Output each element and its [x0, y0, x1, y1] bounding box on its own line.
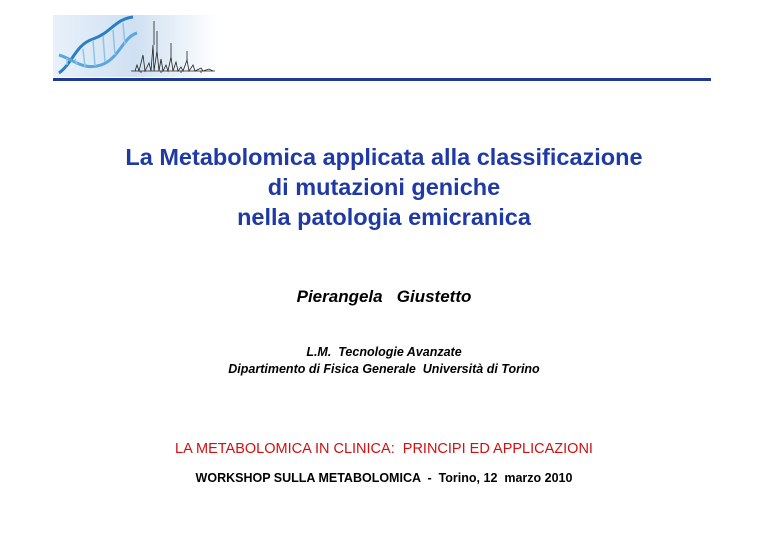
- affiliation-department: Dipartimento di Fisica Generale Università di Torino: [228, 362, 540, 376]
- author-name: Pierangela Giustetto: [296, 287, 472, 306]
- dna-spectrum-logo: [53, 15, 217, 77]
- workshop-info: WORKSHOP SULLA METABOLOMICA - Torino, 12 marzo 2010: [195, 471, 573, 485]
- affiliation: [0, 344, 768, 378]
- slide-title: [0, 142, 768, 232]
- title-line-2: di mutazioni geniche: [267, 174, 501, 200]
- conference-title: LA METABOLOMICA IN CLINICA: PRINCIPI ED APPLICAZIONI: [175, 441, 593, 457]
- affiliation-program: L.M. Tecnologie Avanzate: [306, 345, 462, 359]
- header-rule: [53, 78, 711, 81]
- title-line-3: nella patologia emicranica: [237, 204, 531, 230]
- title-line-1: La Metabolomica applicata alla classificazione: [125, 144, 643, 170]
